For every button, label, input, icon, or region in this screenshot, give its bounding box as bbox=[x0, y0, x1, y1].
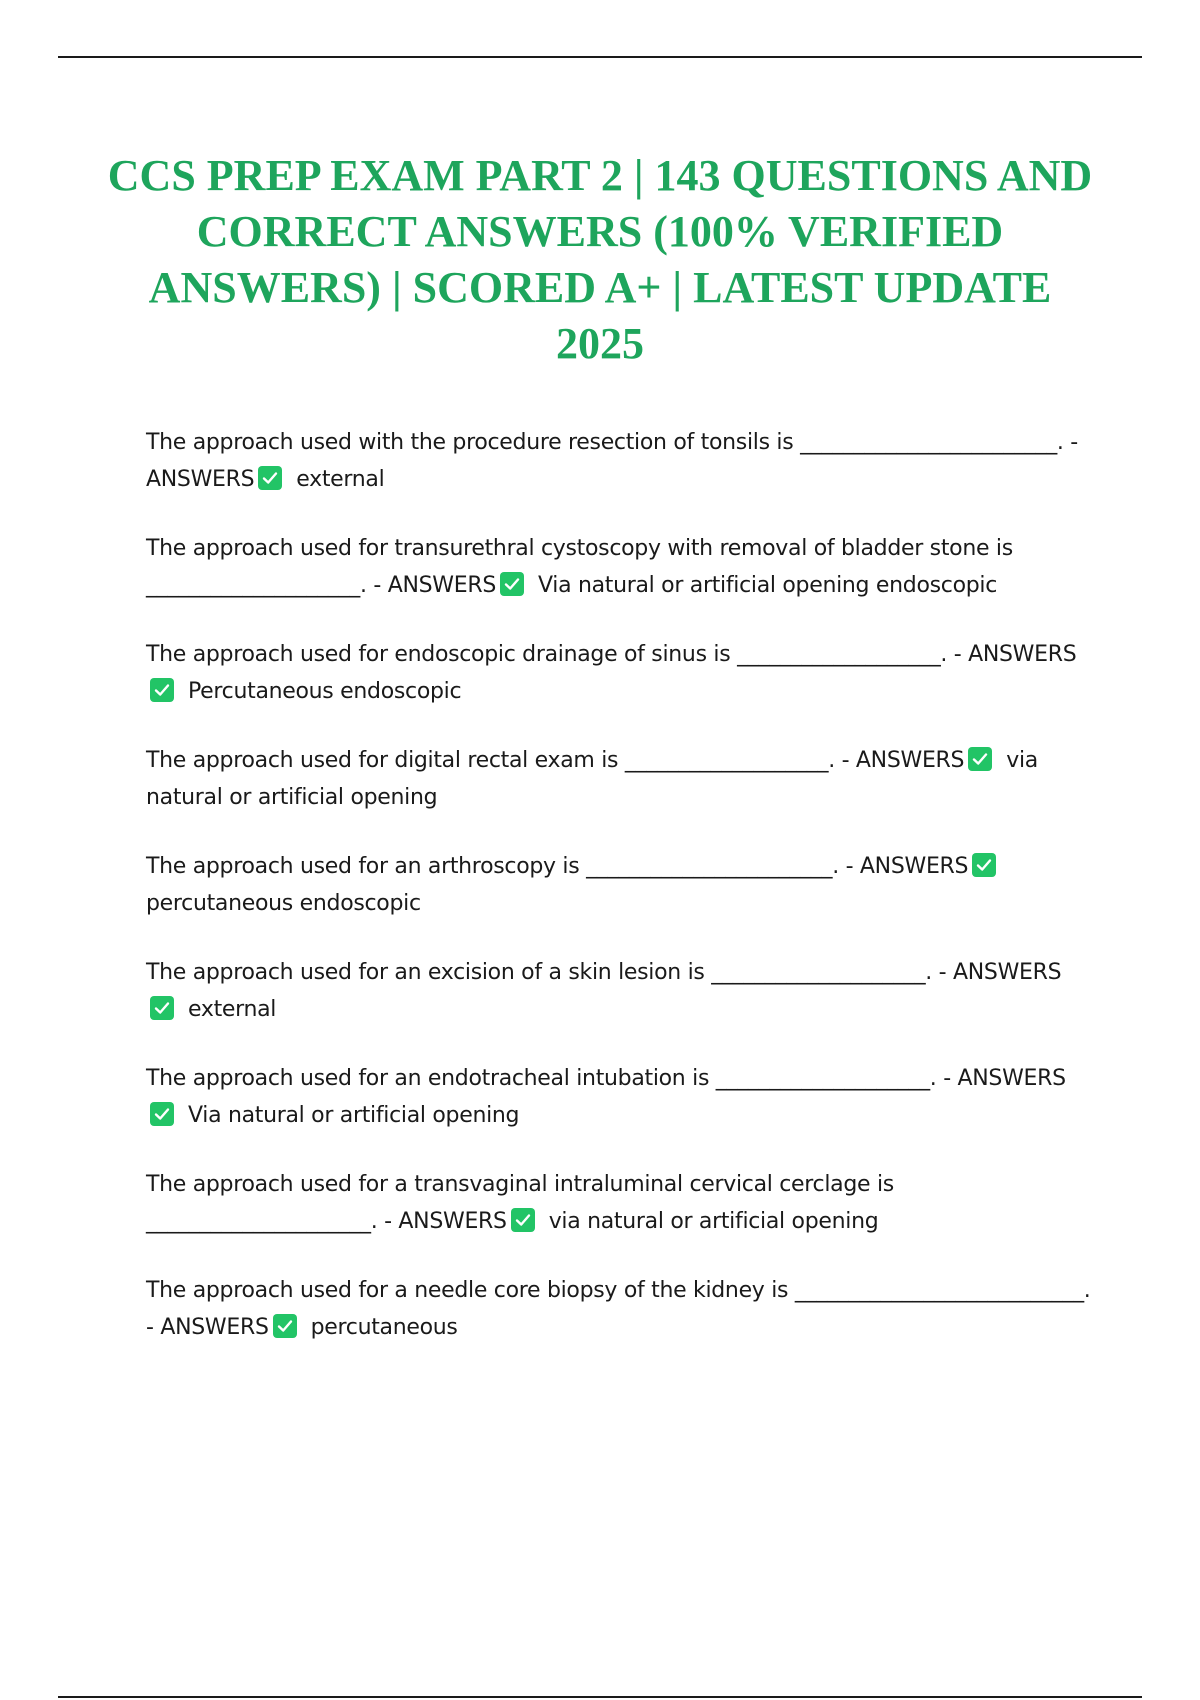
question-text: The approach used for a needle core biopsy of the kidney is ___________________________. - ANSWERS bbox=[146, 1278, 1091, 1340]
check-mark-icon bbox=[150, 678, 174, 702]
question-text: The approach used for an excision of a skin lesion is ____________________. - ANSWERS bbox=[146, 960, 1062, 985]
check-mark-icon bbox=[273, 1314, 297, 1338]
answer-text: percutaneous bbox=[310, 1315, 458, 1340]
top-divider bbox=[58, 56, 1142, 58]
bottom-divider bbox=[58, 1696, 1142, 1698]
qa-item bbox=[146, 742, 1096, 816]
qa-item bbox=[146, 530, 1096, 604]
question-text: The approach used for a transvaginal intraluminal cervical cerclage is _____________________. - ANSWERS bbox=[146, 1172, 894, 1234]
answer-text: Percutaneous endoscopic bbox=[188, 679, 462, 704]
check-mark-icon bbox=[972, 853, 996, 877]
check-mark-icon bbox=[150, 996, 174, 1020]
check-mark-icon bbox=[500, 572, 524, 596]
question-text: The approach used for an arthroscopy is _______________________. - ANSWERS bbox=[146, 854, 969, 879]
answer-text: Via natural or artificial opening endoscopic bbox=[538, 573, 998, 598]
qa-list bbox=[146, 424, 1096, 1378]
answer-text: via natural or artificial opening bbox=[548, 1209, 879, 1234]
qa-item bbox=[146, 1272, 1096, 1346]
answer-text: percutaneous endoscopic bbox=[146, 891, 421, 916]
answer-text: external bbox=[188, 997, 277, 1022]
question-text: The approach used for digital rectal exam is ___________________. - ANSWERS bbox=[146, 748, 965, 773]
qa-item bbox=[146, 954, 1096, 1028]
question-text: The approach used with the procedure resection of tonsils is ________________________. - ANSWERS bbox=[146, 430, 1078, 492]
qa-item bbox=[146, 1060, 1096, 1134]
qa-item bbox=[146, 1166, 1096, 1240]
qa-item bbox=[146, 848, 1096, 922]
check-mark-icon bbox=[150, 1102, 174, 1126]
answer-text: Via natural or artificial opening bbox=[188, 1103, 520, 1128]
question-text: The approach used for an endotracheal intubation is ____________________. - ANSWERS bbox=[146, 1066, 1066, 1091]
check-mark-icon bbox=[968, 747, 992, 771]
question-text: The approach used for endoscopic drainage of sinus is ___________________. - ANSWERS bbox=[146, 642, 1077, 667]
qa-item bbox=[146, 424, 1096, 498]
answer-text: external bbox=[296, 467, 385, 492]
document-title: CCS PREP EXAM PART 2 | 143 QUESTIONS AND CORRECT ANSWERS (100% VERIFIED ANSWERS) | SCORED A+ | LATEST UPDATE 2025 bbox=[107, 151, 1093, 368]
answer-text: via natural or artificial opening bbox=[146, 748, 1038, 810]
question-text: The approach used for transurethral cystoscopy with removal of bladder stone is ____________________. - ANSWERS bbox=[146, 536, 1013, 598]
check-mark-icon bbox=[511, 1208, 535, 1232]
check-mark-icon bbox=[258, 466, 282, 490]
qa-item bbox=[146, 636, 1096, 710]
